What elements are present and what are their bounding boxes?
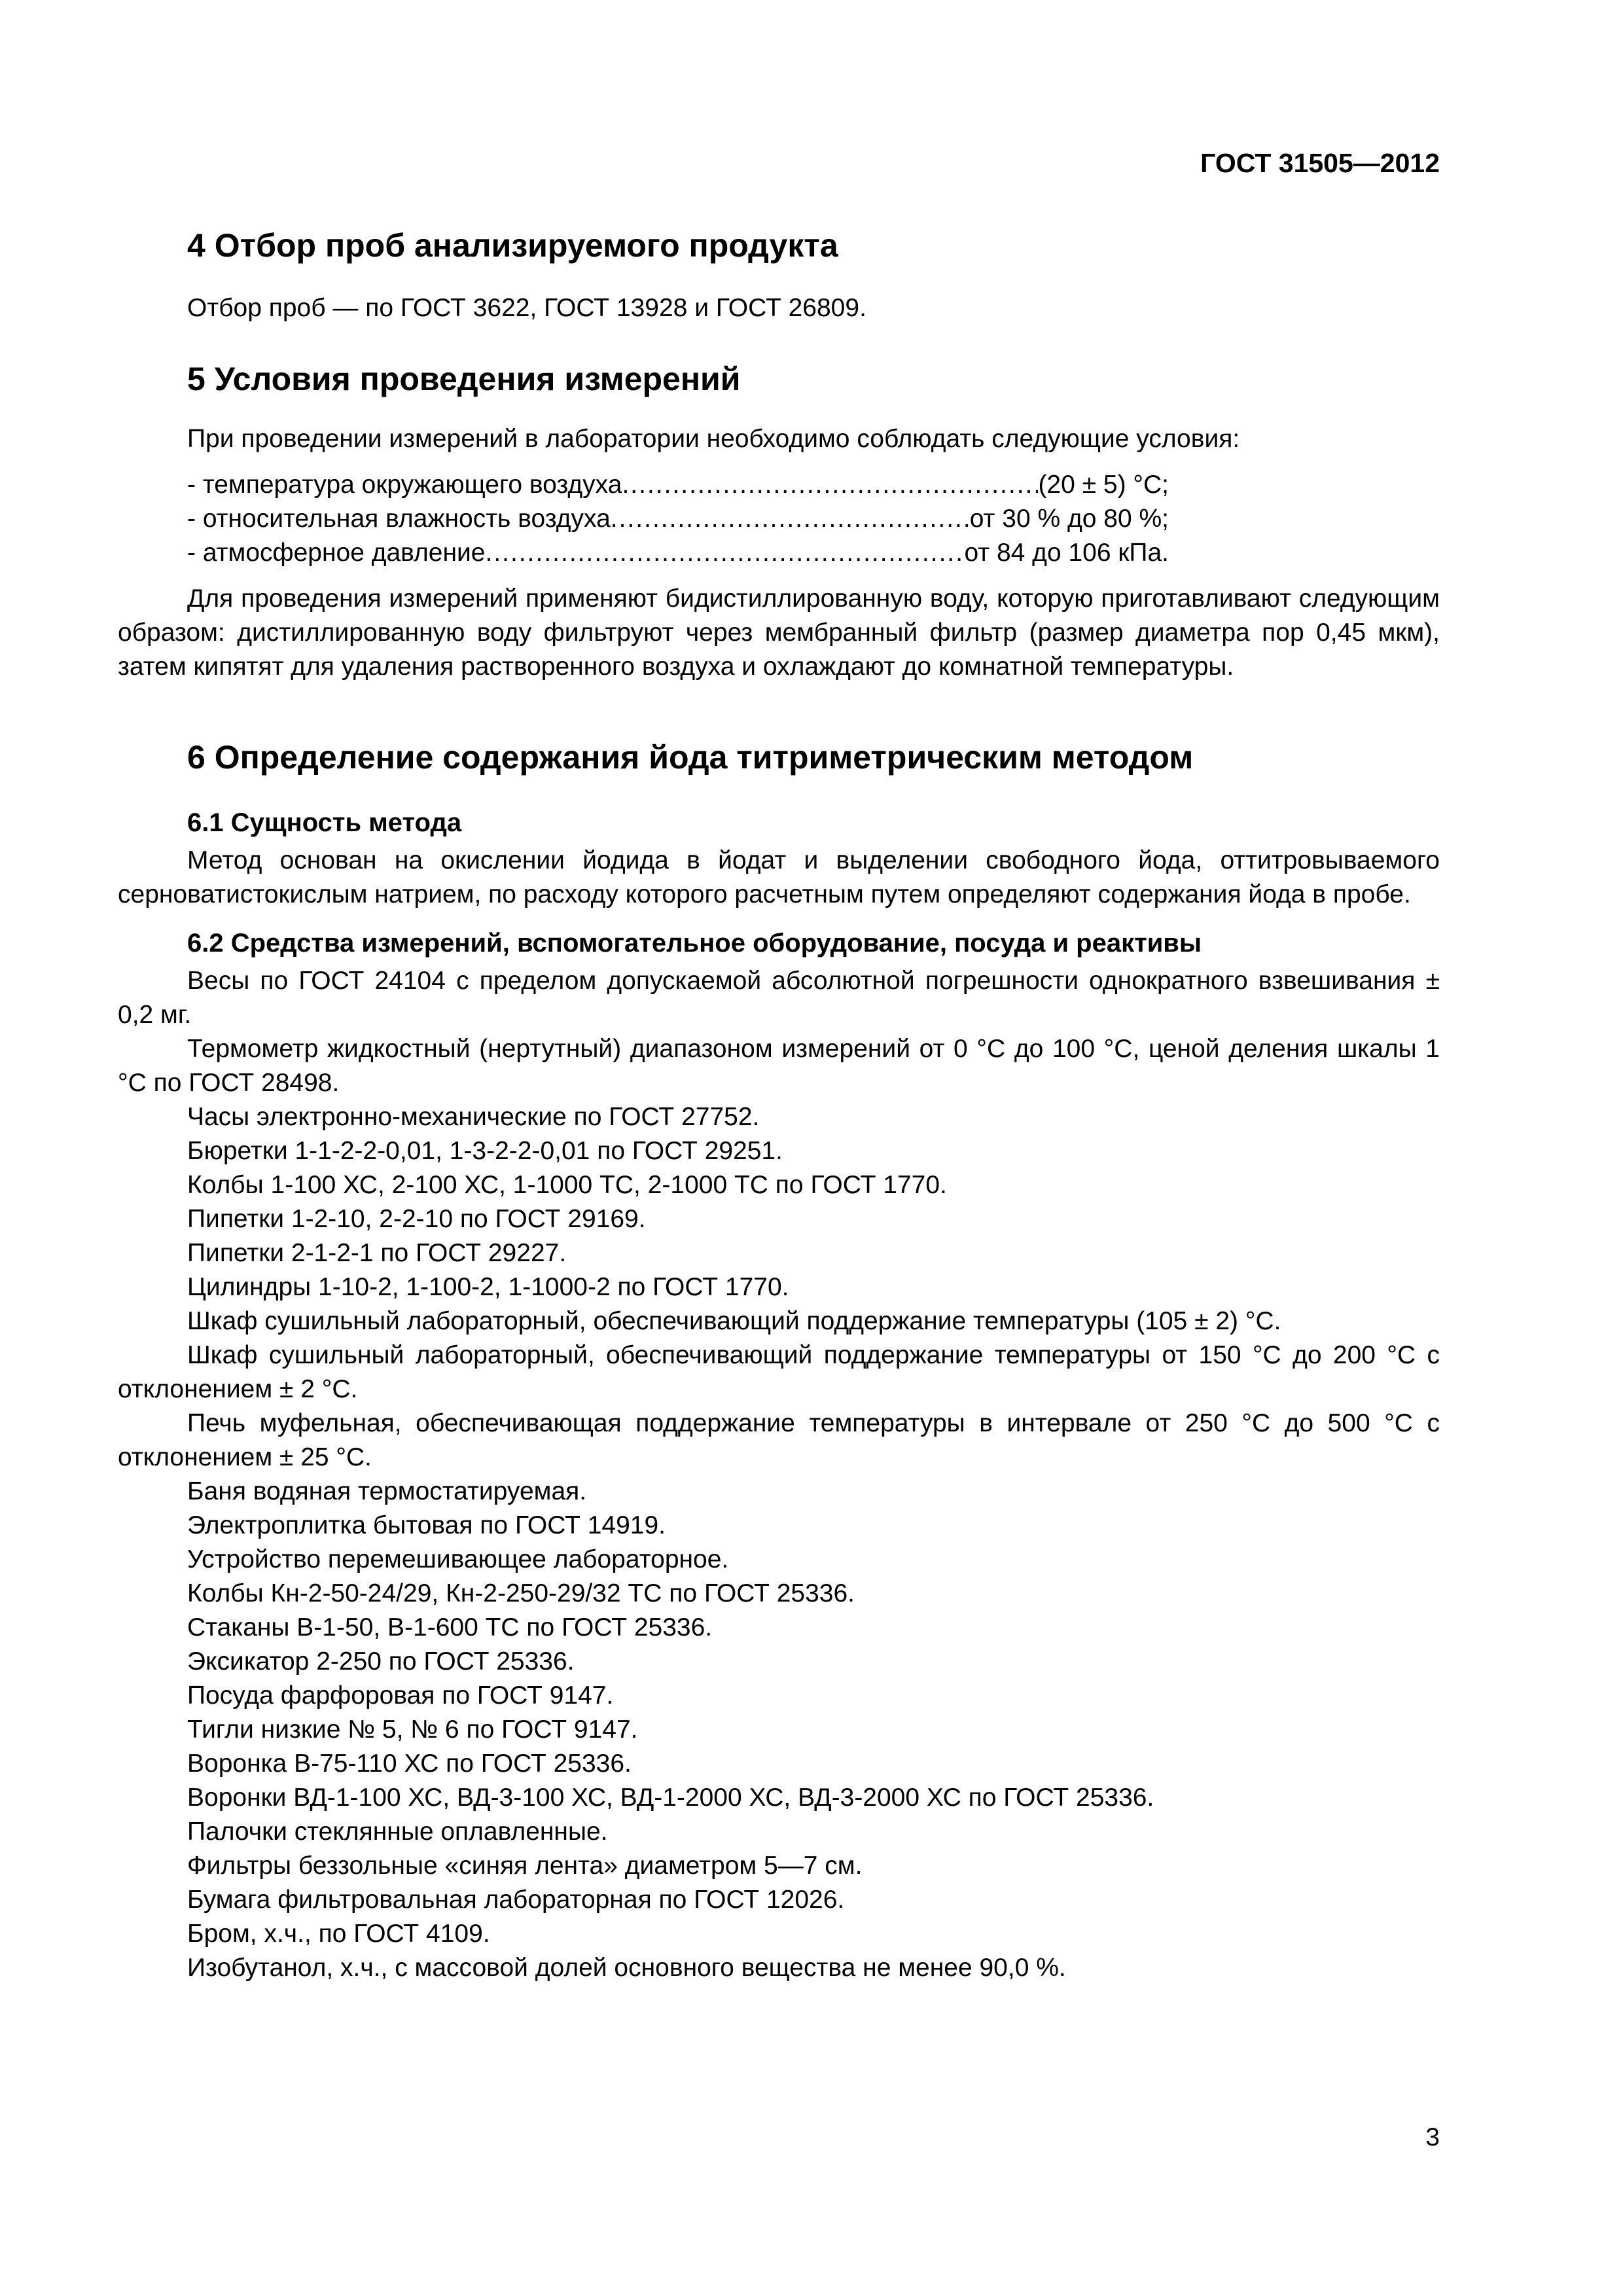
equipment-item: Баня водяная термостатируемая. — [187, 1477, 587, 1505]
section-4-title: 4 Отбор проб анализируемого продукта — [187, 227, 838, 264]
equipment-item: Колбы Кн-2-50-24/29, Кн-2-250-29/32 ТС по ГОСТ 25336. — [187, 1579, 855, 1607]
equipment-item: Изобутанол, х.ч., с массовой долей основного вещества не менее 90,0 %. — [187, 1954, 1066, 1982]
subsection-6-1-text: Метод основан на окислении йодида в йодат и выделении свободного йода, оттитровываемого серноватистокислым натрием, по расходу которого расчетным путем определяют содержания йода в пробе. — [118, 846, 1440, 908]
equipment-item: Шкаф сушильный лабораторный, обеспечивающий поддержание температуры от 150 °С до 200 °С с отклонением ± 2 °С. — [118, 1341, 1440, 1403]
section-6-title: 6 Определение содержания йода титриметрическим методом — [187, 739, 1194, 776]
equipment-item: Пипетки 2-1-2-1 по ГОСТ 29227. — [187, 1239, 567, 1267]
equipment-item: Бумага фильтровальная лабораторная по ГОСТ 12026. — [187, 1886, 845, 1914]
equipment-item: Пипетки 1-2-10, 2-2-10 по ГОСТ 29169. — [187, 1205, 646, 1233]
leader-dots — [622, 468, 1038, 502]
equipment-item: Бюретки 1-1-2-2-0,01, 1-3-2-2-0,01 по ГОСТ 29251. — [187, 1137, 783, 1165]
equipment-item: Фильтры беззольные «синяя лента» диаметром 5—7 см. — [187, 1852, 863, 1880]
equipment-item: Устройство перемешивающее лабораторное. — [187, 1545, 729, 1573]
leader-dots — [611, 502, 970, 536]
condition-value: от 30 % до 80 %; — [969, 505, 1169, 533]
equipment-item: Стаканы В-1-50, В-1-600 ТС по ГОСТ 25336. — [187, 1613, 713, 1641]
equipment-item: Эксикатор 2-250 по ГОСТ 25336. — [187, 1647, 575, 1676]
page-content — [118, 226, 1440, 1985]
equipment-list — [118, 964, 1440, 1985]
equipment-item: Палочки стеклянные оплавленные. — [187, 1818, 608, 1846]
equipment-item: Термометр жидкостный (нертутный) диапазоном измерений от 0 °С до 100 °С, ценой деления шкалы 1 °С по ГОСТ 28498. — [118, 1035, 1440, 1097]
equipment-item: Печь муфельная, обеспечивающая поддержание температуры в интервале от 250 °С до 500 °С с отклонением ± 25 °С. — [118, 1409, 1440, 1471]
section-4-text: Отбор проб — по ГОСТ 3622, ГОСТ 13928 и ГОСТ 26809. — [187, 294, 866, 322]
leader-dots — [485, 536, 964, 570]
condition-value: (20 ± 5) °С; — [1038, 471, 1169, 499]
equipment-item: Бром, х.ч., по ГОСТ 4109. — [187, 1920, 490, 1948]
document-code: ГОСТ 31505—2012 — [1200, 148, 1440, 178]
condition-item — [187, 502, 1169, 536]
equipment-item: Шкаф сушильный лабораторный, обеспечивающий поддержание температуры (105 ± 2) °С. — [187, 1307, 1281, 1335]
equipment-item: Посуда фарфоровая по ГОСТ 9147. — [187, 1681, 614, 1710]
page-number: 3 — [1425, 2123, 1440, 2151]
condition-item — [187, 536, 1169, 570]
equipment-item: Воронка В-75-110 ХС по ГОСТ 25336. — [187, 1749, 632, 1778]
subsection-6-1-title: 6.1 Сущность метода — [187, 808, 462, 837]
equipment-item: Электроплитка бытовая по ГОСТ 14919. — [187, 1511, 666, 1539]
section-5-intro: При проведении измерений в лаборатории необходимо соблюдать следующие условия: — [187, 425, 1240, 453]
condition-value: от 84 до 106 кПа. — [964, 539, 1169, 567]
equipment-item: Колбы 1-100 ХС, 2-100 ХС, 1-1000 ТС, 2-1000 ТС по ГОСТ 1770. — [187, 1171, 947, 1199]
condition-item — [187, 468, 1169, 502]
equipment-item: Часы электронно-механические по ГОСТ 27752. — [187, 1103, 760, 1131]
water-preparation-text: Для проведения измерений применяют бидистиллированную воду, которую приготавливают следующим образом: дистиллированную воду фильтруют через мембранный фильтр (размер диаметра пор 0,45 мкм), затем кипятят для удаления растворенного воздуха и охлаждают до комнатной температуры. — [118, 584, 1440, 681]
equipment-item: Тигли низкие № 5, № 6 по ГОСТ 9147. — [187, 1715, 638, 1744]
condition-label: - температура окружающего воздуха — [187, 471, 622, 499]
condition-label: - относительная влажность воздуха — [187, 505, 611, 533]
equipment-item: Весы по ГОСТ 24104 с пределом допускаемой абсолютной погрешности однократного взвешивания ± 0,2 мг. — [118, 967, 1440, 1029]
condition-label: - атмосферное давление — [187, 539, 486, 567]
section-5-title: 5 Условия проведения измерений — [187, 361, 741, 397]
equipment-item: Воронки ВД-1-100 ХС, ВД-3-100 ХС, ВД-1-2000 ХС, ВД-3-2000 ХС по ГОСТ 25336. — [187, 1784, 1154, 1812]
subsection-6-2-title: 6.2 Средства измерений, вспомогательное оборудование, посуда и реактивы — [187, 929, 1202, 958]
equipment-item: Цилиндры 1-10-2, 1-100-2, 1-1000-2 по ГОСТ 1770. — [187, 1273, 789, 1301]
